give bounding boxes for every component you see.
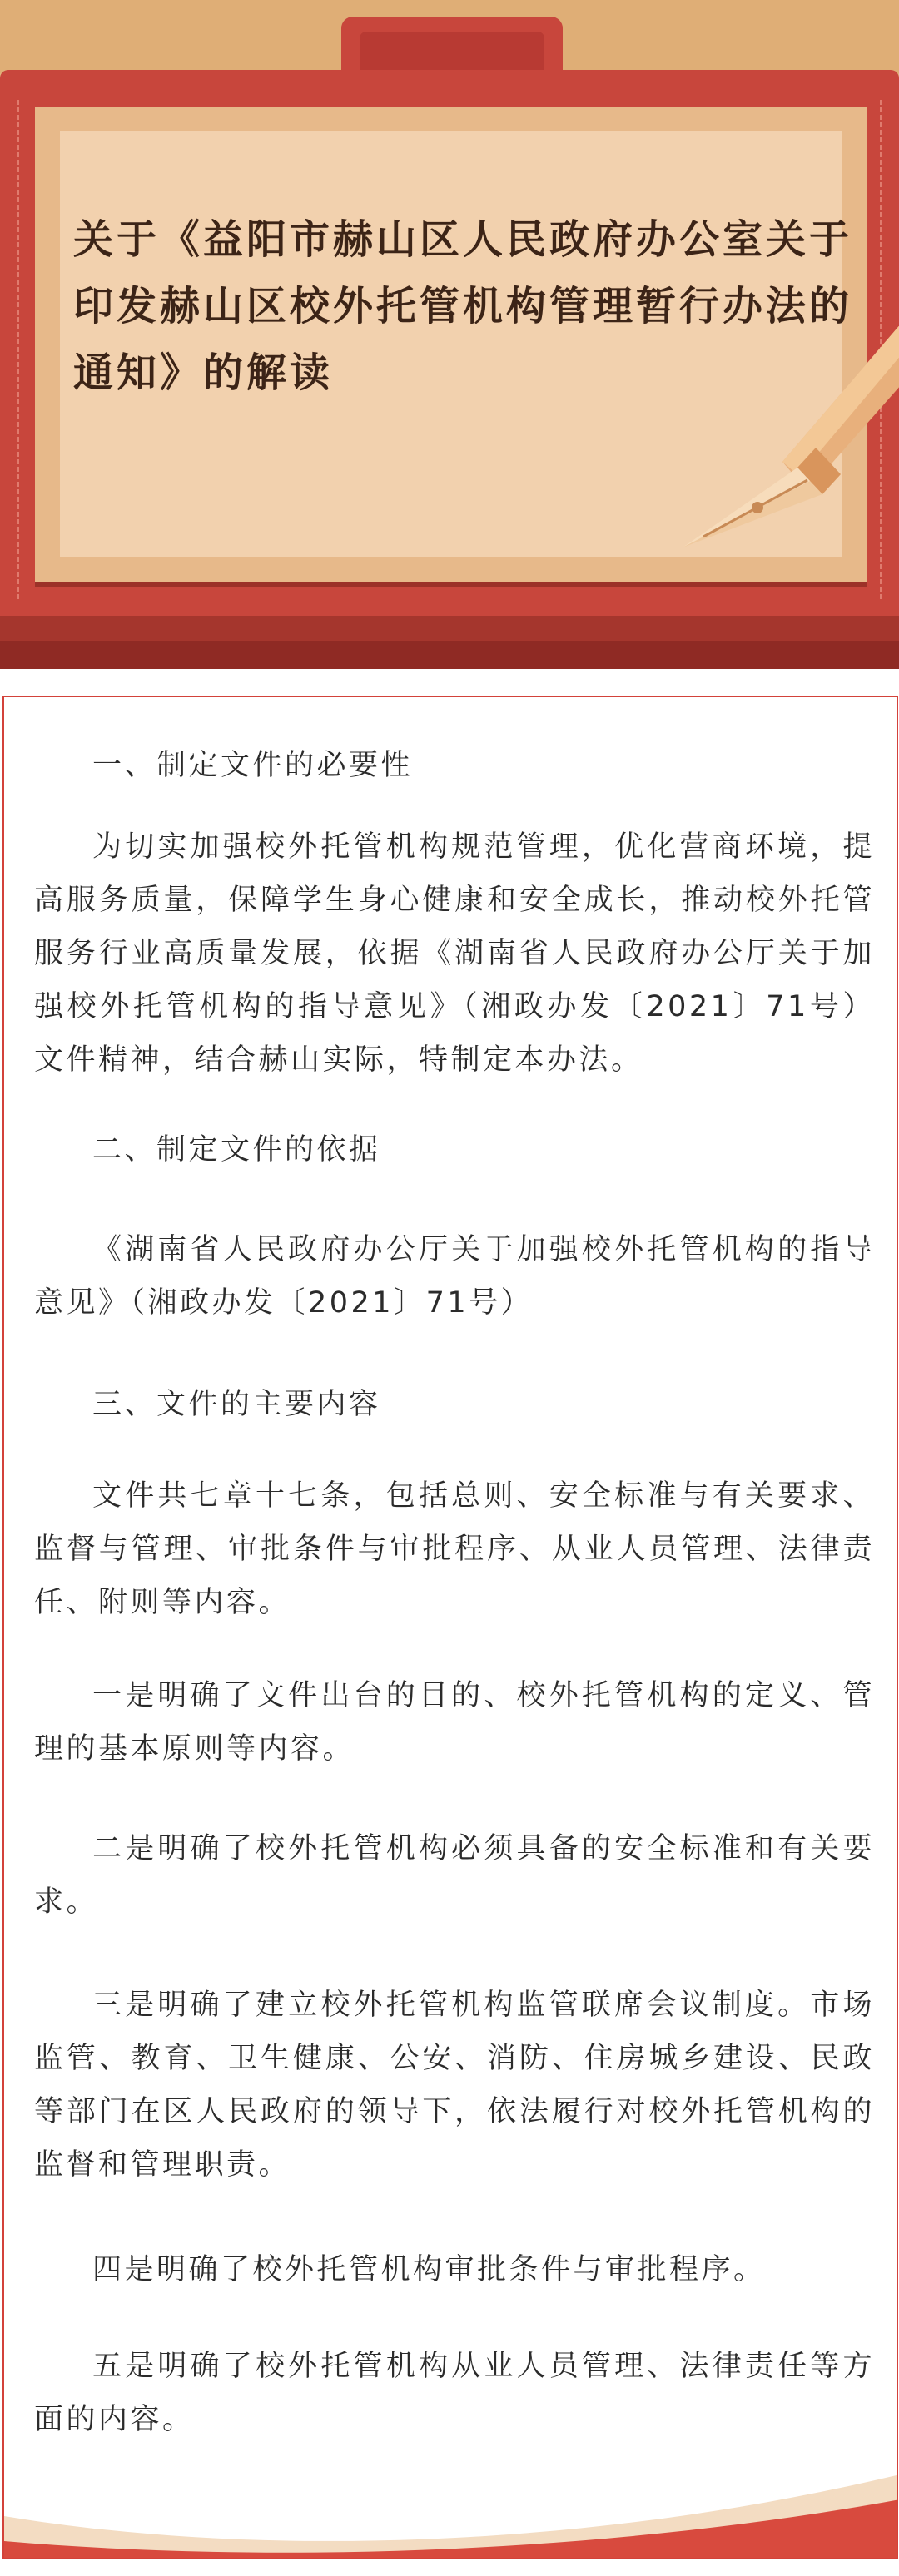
bottom-wave-decoration [4,2458,898,2558]
paragraph-point-3: 三是明确了建立校外托管机构监管联席会议制度。市场监管、教育、卫生健康、公安、消防、住房城乡建设、民政等部门在区人民政府的领导下，依法履行对校外托管机构的监督和管理职责。 [34,1989,875,2182]
stitch-line-left [17,100,19,599]
section-heading-1: 一、制定文件的必要性 [92,749,414,782]
paragraph-overview: 文件共七章十七条，包括总则、安全标准与有关要求、监督与管理、审批条件与审批程序、从业人员管理、法律责任、附则等内容。 [34,1479,875,1619]
paragraph-basis: 《湖南省人民政府办公厅关于加强校外托管机构的指导意见》（湘政办发〔2021〕71号） [34,1233,875,1320]
section-heading-3: 三、文件的主要内容 [92,1388,381,1421]
section-heading-2: 二、制定文件的依据 [92,1133,381,1167]
paragraph-point-1: 一是明确了文件出台的目的、校外托管机构的定义、管理的基本原则等内容。 [34,1679,875,1766]
header-banner [0,0,899,669]
paragraph-point-5: 五是明确了校外托管机构从业人员管理、法律责任等方面的内容。 [34,2350,875,2436]
fountain-pen-icon [633,324,899,566]
paragraph-point-4: 四是明确了校外托管机构审批条件与审批程序。 [92,2253,766,2286]
article-body [2,696,898,2559]
paragraph-necessity: 为切实加强校外托管机构规范管理，优化营商环境，提高服务质量，保障学生身心健康和安全成长，推动校外托管服务行业高质量发展，依据《湖南省人民政府办公厅关于加强校外托管机构的指导意见》（湘政办发〔2021〕71号）文件精神，结合赫山实际，特制定本办法。 [34,830,875,1077]
red-board-shadow [0,616,899,641]
paragraph-point-2: 二是明确了校外托管机构必须具备的安全标准和有关要求。 [34,1832,875,1919]
page-title: 关于《益阳市赫山区人民政府办公室关于印发赫山区校外托管机构管理暂行办法的通知》的解读 [73,216,853,396]
red-board-bottom [0,641,899,669]
